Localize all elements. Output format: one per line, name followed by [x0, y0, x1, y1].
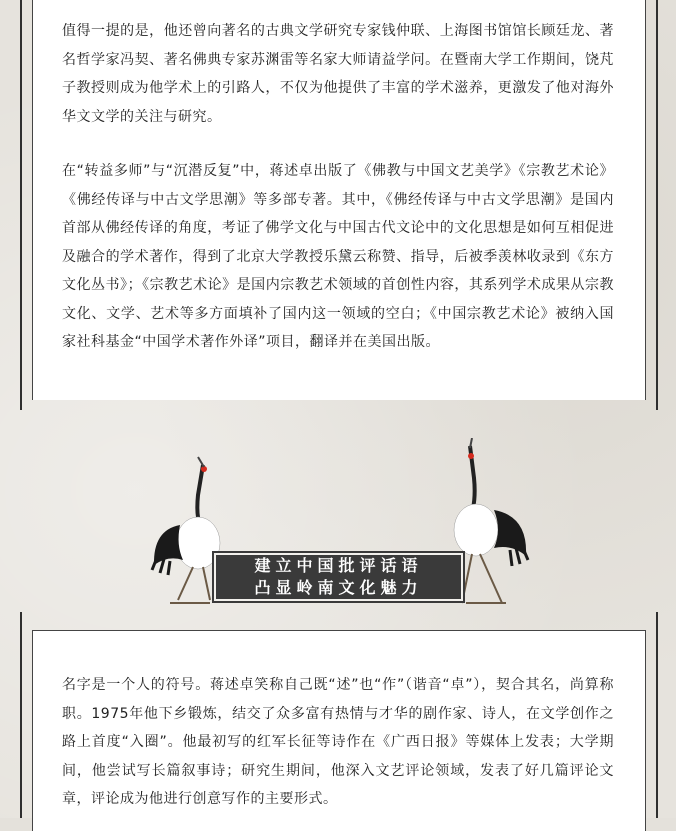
article-paragraph: 值得一提的是，他还曾向著名的古典文学研究专家钱仲联、上海图书馆馆长顾廷龙、著名哲学家冯契、著名佛典专家苏渊雷等名家大师请益学问。在暨南大学工作期间，饶芃子教授则成为他学术上的引路人，不仅为他提供了丰富的学术滋养，更激发了他对海外华文文学的关注与研究。 [62, 23, 614, 125]
section-title-line: 凸显岭南文化魅力 [254, 578, 423, 597]
frame-line-left [20, 0, 22, 410]
frame-line-right [656, 0, 658, 410]
ground-line [170, 602, 210, 604]
article-paragraph: 名字是一个人的符号。蒋述卓笑称自己既“述”也“作”（谐音“卓”），契合其名，尚算称职。1975年他下乡锻炼，结交了众多富有热情与才华的剧作家、诗人，在文学创作之路上首度“入圈”。他最初写的红军长征等诗作在《广西日报》等媒体上发表；大学期间，他尝试写长篇叙事诗；研究生期间，他深入文艺评论领域，发表了好几篇评论文章，评论成为他进行创意写作的主要形式。 [62, 677, 614, 807]
section-title-line: 建立中国批评话语 [254, 556, 423, 575]
frame-line-right-lower [656, 612, 658, 818]
frame-line-left-lower [20, 612, 22, 818]
section-title [212, 551, 465, 603]
article-paragraph: 在“转益多师”与“沉潜反复”中，蒋述卓出版了《佛教与中国文艺美学》《宗教艺术论》《佛经传译与中古文学思潮》等多部专著。其中，《佛经传译与中古文学思潮》是国内首部从佛经传译的角度，考证了佛学文化与中国古代文论中的文化思想是如何互相促进及融合的学术著作，得到了北京大学教授乐黛云称赞、指导，后被季羡林收录到《东方文化丛书》；《宗教艺术论》是国内宗教艺术领域的首创性内容，其系列学术成果从宗教文化、文学、艺术等多方面填补了国内这一领域的空白；《中国宗教艺术论》被纳入国家社科基金“中国学术著作外译”项目，翻译并在美国出版。 [62, 163, 614, 350]
ground-line [466, 602, 506, 604]
